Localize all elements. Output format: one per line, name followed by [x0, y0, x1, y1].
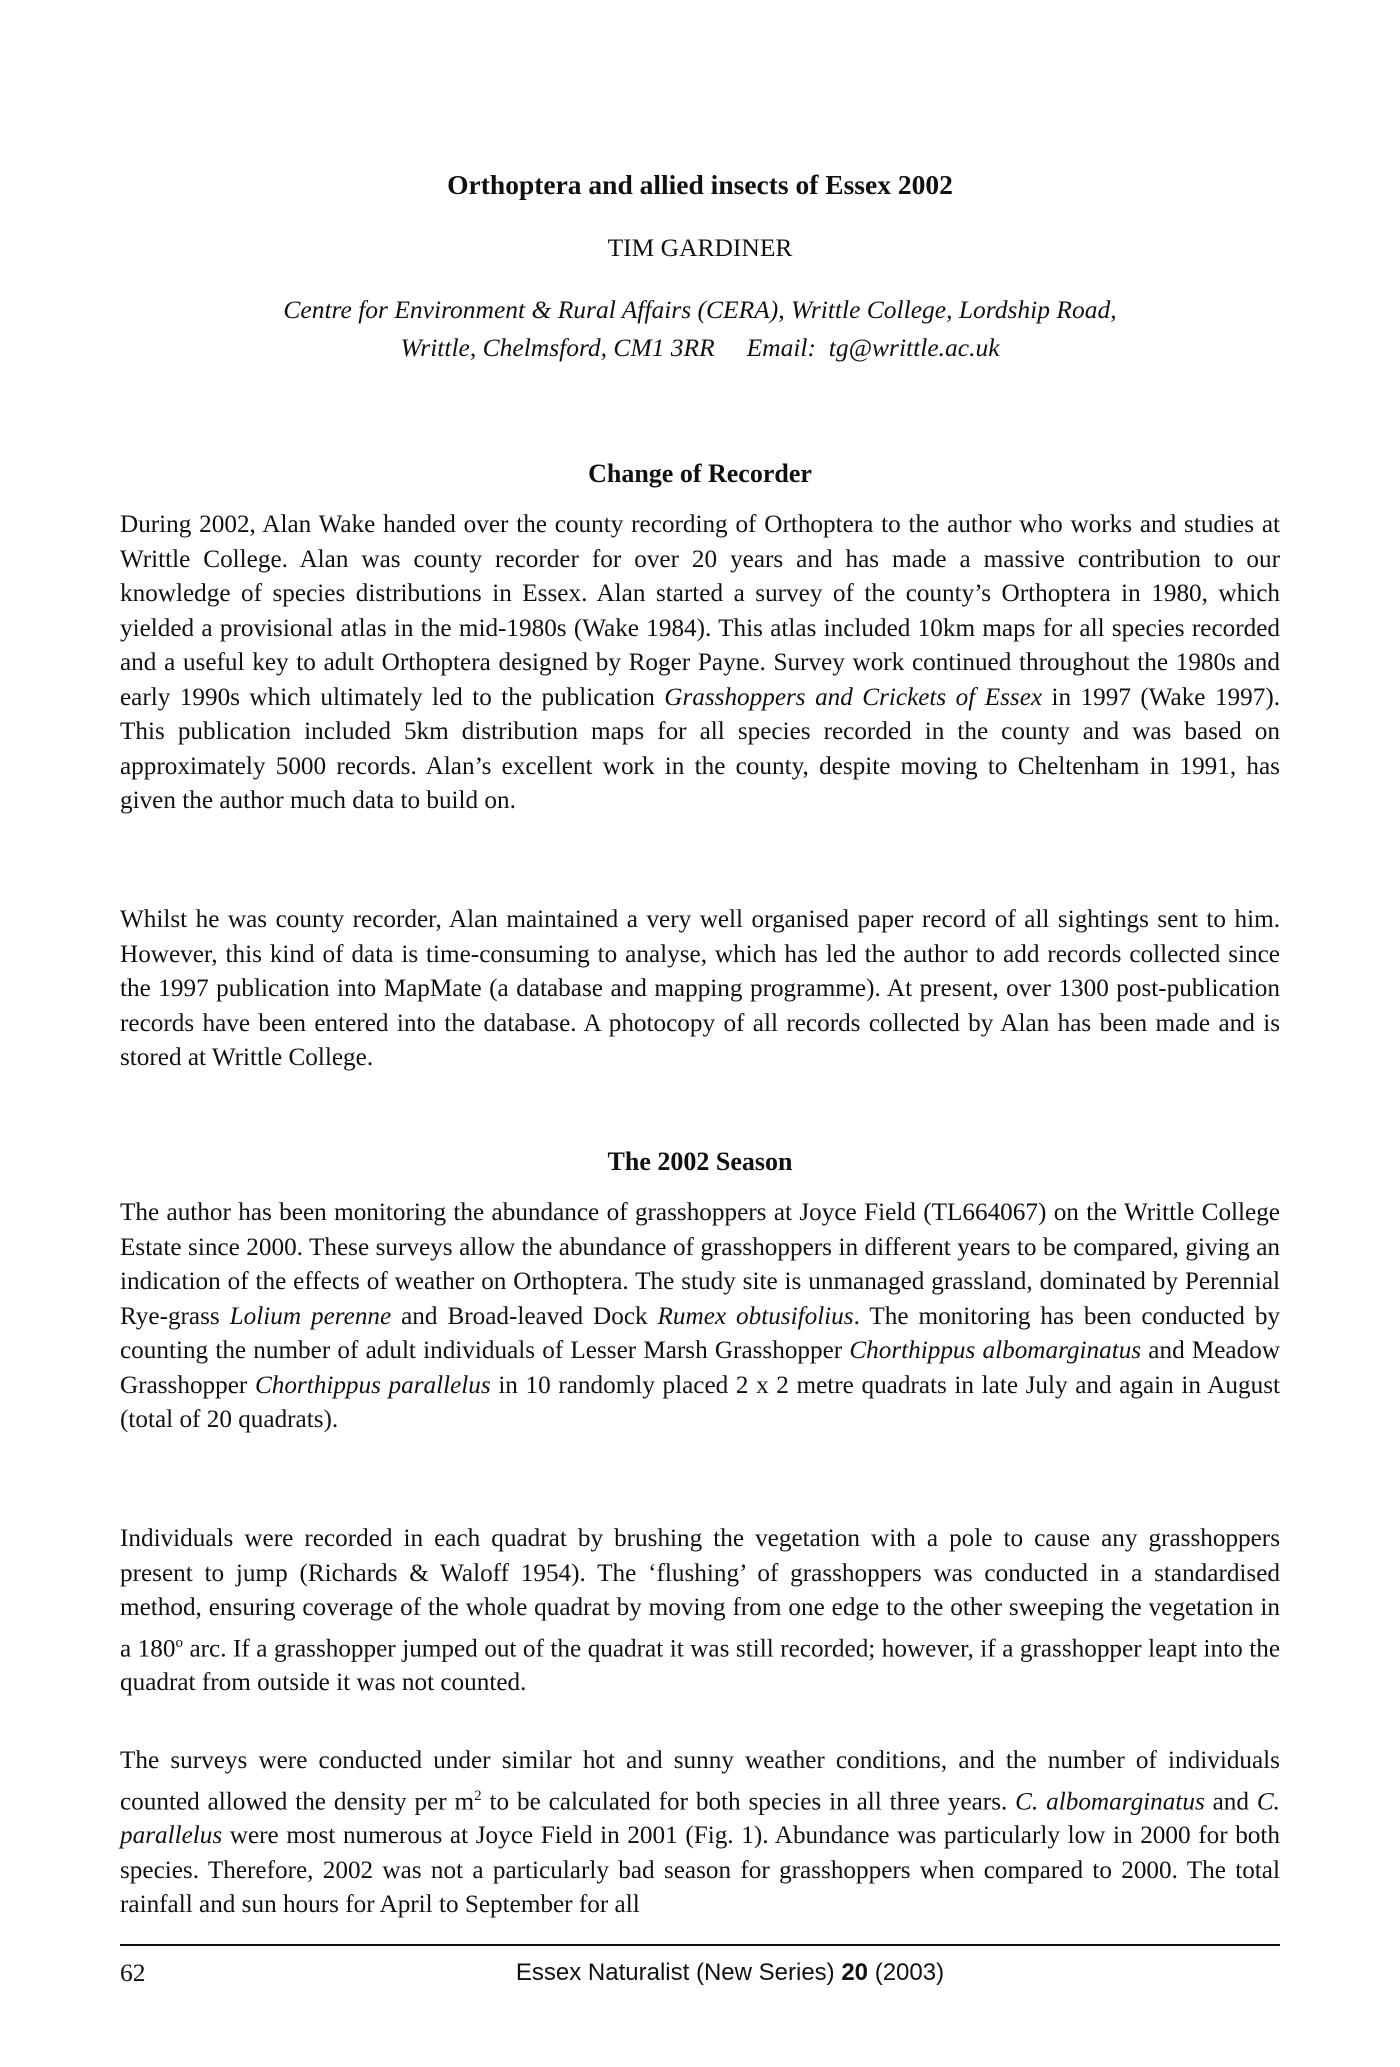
- text-run: Individuals were recorded in each quadrat by brushing the vegetation with a pole to cause any grasshoppers present to jump (Richards & Waloff 1954). The ‘flushing’ of grasshoppers was conducted in a standardised method, ensuring coverage of the whole quadrat by moving from one edge to the other sweeping the vegetation in a 180: [120, 1525, 1280, 1662]
- species-name: C. albomarginatus: [1015, 1787, 1205, 1815]
- text-run: and: [1204, 1787, 1257, 1815]
- species-name: C. parallelus: [120, 1787, 1280, 1850]
- species-name: Chorthippus albomarginatus: [849, 1337, 1142, 1364]
- paragraph-season-1: [120, 1196, 1280, 1438]
- superscript-2: 2: [474, 1787, 482, 1804]
- text-run: During 2002, Alan Wake handed over the county recording of Orthoptera to the author who works and studies at Writtle College. Alan was county recorder for over 20 years and has made a massive contribution to our knowledge of species distributions in Essex. Alan started a survey of the county’s Orthoptera in 1980, which yielded a provisional atlas in the mid-1980s (Wake 1984). This atlas included 10km maps for all species recorded and a useful key to adult Orthoptera designed by Roger Payne. Survey work continued throughout the 1980s and early 1990s which ultimately led to the publication: [120, 511, 1280, 711]
- text-run: and Broad-leaved Dock: [391, 1302, 658, 1330]
- text-run: The author has been monitoring the abundance of grasshoppers at Joyce Field (TL664067) on the Writtle College Estate since 2000. These surveys allow the abundance of grasshoppers in different years to be compared, giving an indication of the effects of weather on Orthoptera. The study site is unmanaged grassland, dominated by Perennial Rye-grass: [120, 1199, 1280, 1330]
- text-run: . The monitoring has been conducted by counting the number of adult individuals of Lesser Marsh Grasshopper: [120, 1302, 1281, 1364]
- section-heading-2002-season: The 2002 Season: [607, 1147, 793, 1176]
- paragraph-change-of-recorder-2: Whilst he was county recorder, Alan maintained a very well organised paper record of all sightings sent to him. However, this kind of data is time-consuming to analyse, which has led the author to add records collected since the 1997 publication into MapMate (a database and mapping programme). At present, over 1300 post-publication records have been entered into the database. A photocopy of all records collected by Alan has been made and is stored at Writtle College.: [120, 906, 1280, 1071]
- journal-citation: [460, 1958, 1000, 1988]
- email-label: Email:: [746, 333, 816, 362]
- author-email: tg@writtle.ac.uk: [828, 333, 1000, 362]
- author-affiliation: [120, 291, 1280, 367]
- text-run: in 10 randomly placed 2 x 2 metre quadrats in late July and again in August (total of 20 quadrats).: [120, 1371, 1280, 1433]
- affiliation-line-1: Centre for Environment & Rural Affairs (CERA), Writtle College, Lordship Road,: [283, 295, 1117, 324]
- section-heading-change-of-recorder: Change of Recorder: [588, 459, 812, 488]
- text-run: and Meadow Grasshopper: [120, 1337, 1280, 1399]
- degree-mark: o: [175, 1634, 183, 1651]
- journal-year: (2003): [868, 1959, 945, 1986]
- text-run: arc. If a grasshopper jumped out of the quadrat it was still recorded; however, if a grasshopper leapt into the quadrat from outside it was not counted.: [120, 1634, 1280, 1697]
- journal-name: Essex Naturalist (New Series): [515, 1959, 842, 1986]
- paragraph-change-of-recorder-1: [120, 508, 1280, 819]
- species-name: Lolium perenne: [229, 1302, 392, 1330]
- author-name: TIM GARDINER: [607, 233, 793, 262]
- affiliation-line-2: [120, 329, 1280, 367]
- text-run: The surveys were conducted under similar hot and sunny weather conditions, and the number of individuals counted allowed the density per m: [120, 1747, 1280, 1815]
- book-title: Grasshoppers and Crickets of Essex: [664, 683, 1043, 711]
- page-number: 62: [120, 1958, 146, 1987]
- journal-volume: 20: [841, 1959, 869, 1986]
- species-name: Rumex obtusifolius: [657, 1302, 854, 1330]
- text-run: in 1997 (Wake 1997). This publication included 5km distribution maps for all species recorded in the county and was based on approximately 5000 records. Alan’s excellent work in the county, despite moving to Cheltenham in 1991, has given the author much data to build on.: [120, 683, 1281, 814]
- footer-rule: [120, 1944, 1280, 1946]
- text-run: were most numerous at Joyce Field in 2001 (Fig. 1). Abundance was particularly low in 2000 for both species. Therefore, 2002 was not a particularly bad season for grasshoppers when compared to 2000. The total rainfall and sun hours for April to September for all: [120, 1822, 1280, 1919]
- species-name: Chorthippus parallelus: [254, 1371, 491, 1399]
- paragraph-season-2: [120, 1522, 1280, 1701]
- affiliation-address: Writtle, Chelmsford, CM1 3RR: [400, 333, 715, 362]
- article-title: Orthoptera and allied insects of Essex 2002: [447, 169, 953, 200]
- paragraph-season-3: [120, 1744, 1280, 1923]
- text-run: to be calculated for both species in all three years.: [481, 1787, 1016, 1815]
